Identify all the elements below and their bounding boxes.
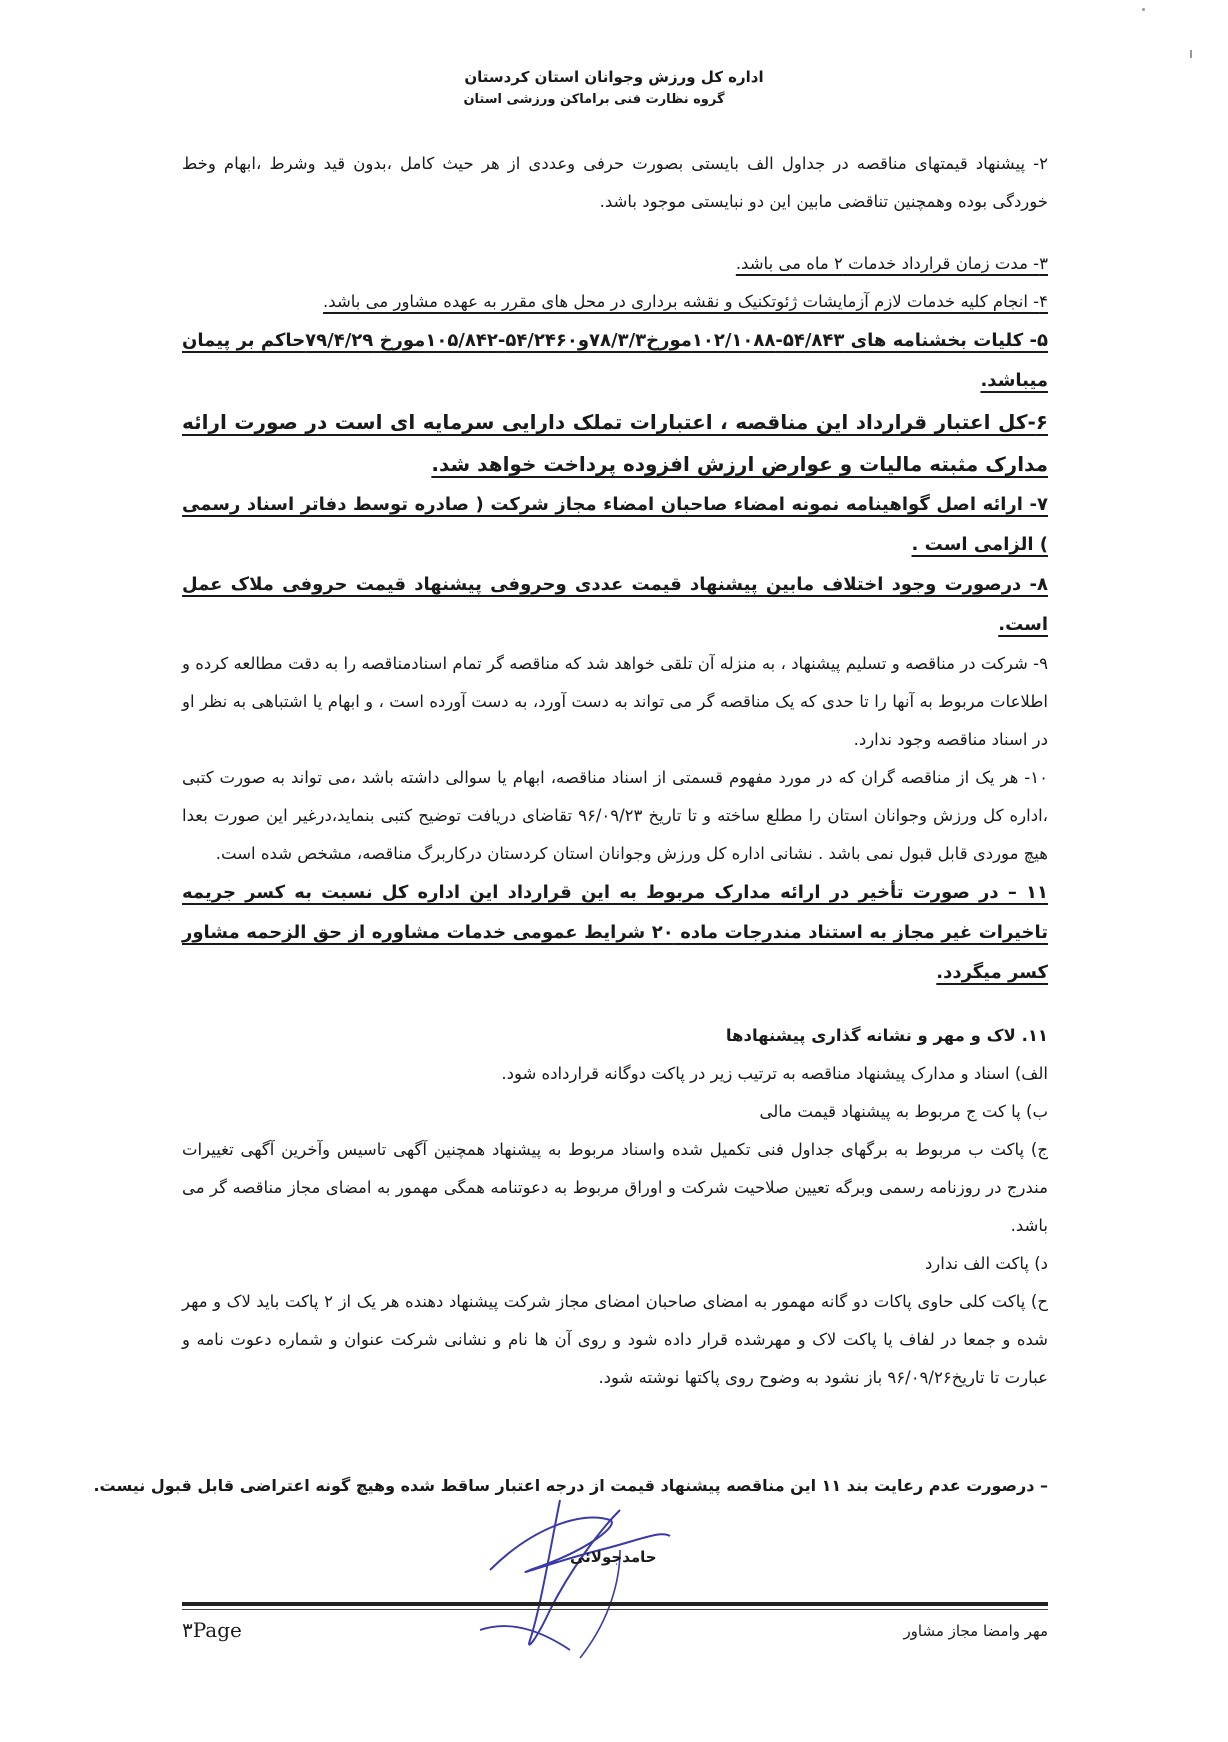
section-line-alef: الف) اسناد و مدارک پیشنهاد مناقصه به ترتیب زیر در پاکت دوگانه قرارداده شود. (501, 1064, 1048, 1083)
clause-5: ۵- کلیات بخشنامه های ۵۴/۸۴۳-۱۰۲/۱۰۸۸مورخ۷۸/۳/۳و۵۴/۲۴۶۰-۱۰۵/۸۴۲مورخ ۷۹/۴/۲۹حاکم بر پیمان میباشد. (182, 330, 1049, 391)
footer-seal-label: مهر وامضا مجاز مشاور (903, 1622, 1048, 1640)
section-line-dal: د) پاکت الف ندارد (924, 1254, 1048, 1273)
clause-9: ۹- شرکت در مناقصه و تسلیم پیشنهاد ، به منزله آن تلقی خواهد شد که مناقصه گر تمام اسنادمناقصه را به دقت مطالعه کرده و اطلاعات مربوط به آنها را تا حدی که یک مناقصه گر می تواند به دست آورد، به دست آورده است ، و ابهام یا اشتباهی به نظر او در اسناد مناقصه وجود ندارد. (182, 654, 1048, 749)
header-org: اداره کل ورزش وجوانان استان کردستان (464, 68, 764, 86)
page-number: ۳Page (182, 1618, 242, 1642)
scan-speck (1190, 50, 1192, 58)
clause-11: ۱۱ – در صورت تأخیر در ارائه مدارک مربوط به این قرارداد این اداره کل نسبت به کسر جریمه تاخیرات غیر مجاز به استناد مندرجات ماده ۲۰ شرایط عمومی خدمات مشاوره از حق الزحمه مشاور کسر میگردد. (182, 882, 1048, 983)
clause-4: ۴- انجام کلیه خدمات لازم آزمایشات ژئوتکنیک و نقشه برداری در محل های مقرر به عهده مشاور می باشد. (323, 292, 1048, 311)
document-header (0, 68, 1228, 107)
clause-10: ۱۰- هر یک از مناقصه گران که در مورد مفهوم قسمتی از اسناد مناقصه، ابهام یا سوالی داشته باشد ،می تواند به صورت کتبی ،اداره کل ورزش وجوانان استان را مطلع ساخته و تا تاریخ ۹۶/۰۹/۲۳ تقاضای دریافت توضیح کتبی بنماید،درغیر این صورت بعدا هیچ موردی قابل قبول نمی باشد . نشانی اداره کل ورزش وجوانان استان کردستان درکاربرگ مناقصه، مشخص شده است. (182, 768, 1048, 863)
clause-6: ۶-کل اعتبار قرارداد این مناقصه ، اعتبارات تملک دارایی سرمایه ای است در صورت ارائه مدارک مثبته مالیات و عوارض ارزش افزوده پرداخت خواهد شد. (182, 410, 1048, 476)
section-title: ۱۱. لاک و مهر و نشانه گذاری پیشنهادها (725, 1026, 1048, 1045)
clause-3: ۳- مدت زمان قرارداد خدمات ۲ ماه می باشد. (735, 254, 1048, 273)
clause-7: ۷- ارائه اصل گواهینامه نمونه امضاء صاحبان امضاء مجاز شرکت ( صادره توسط دفاتر اسناد رسمی ) الزامی است . (182, 494, 1048, 555)
footer-rule-thin (182, 1609, 1048, 1610)
section-line-jim: ج) پاکت ب مربوط به برگهای جداول فنی تکمیل شده واسناد مربوط به پیشنهاد همچنین آگهی تاسیس وآخرین آگهی تغییرات مندرج در روزنامه رسمی وبرگه تعیین صلاحیت شرکت و اوراق مربوط به دعوتنامه همگی مهمور به امضای مجاز مناقصه گر می باشد. (182, 1140, 1048, 1235)
signature-scribble-icon (470, 1490, 710, 1660)
scan-speck (1142, 8, 1145, 11)
footer-rule (182, 1602, 1048, 1606)
document-body (182, 145, 1048, 1397)
final-note: – درصورت عدم رعایت بند ۱۱ این مناقصه پیشنهاد قیمت از درجه اعتبار ساقط شده وهیچ گونه اعتراضی قابل قبول نیست. (93, 1476, 1048, 1495)
section-line-be: ب) پا کت ج مربوط به پیشنهاد قیمت مالی (759, 1102, 1048, 1121)
clause-8: ۸- درصورت وجود اختلاف مابین پیشنهاد قیمت عددی وحروفی پیشنهاد قیمت حروفی ملاک عمل است. (182, 574, 1048, 635)
section-line-he: ح) پاکت کلی حاوی پاکات دو گانه مهمور به امضای صاحبان امضای مجاز شرکت پیشنهاد دهنده هر یک از ۲ پاکت باید لاک و مهر شده و جمعا در لفاف یا پاکت لاک و مهرشده قرار داده شود و روی آن ها نام و نشانی شرکت عنوان و شماره دعوت نامه و عبارت تا تاریخ۹۶/۰۹/۲۶ باز نشود به وضوح روی پاکتها نوشته شود. (182, 1292, 1048, 1387)
header-group: گروه نظارت فنی براماکن ورزشی استان (463, 92, 725, 107)
clause-2: ۲- پیشنهاد قیمتهای مناقصه در جداول الف بایستی بصورت حرفی وعددی از هر حیث کامل ،بدون قید وشرط ،ابهام وخط خوردگی بوده وهمچنین تناقضی مابین این دو نبایستی موجود باشد. (182, 154, 1048, 211)
signatory-name: حامدجولائی (570, 1548, 657, 1566)
